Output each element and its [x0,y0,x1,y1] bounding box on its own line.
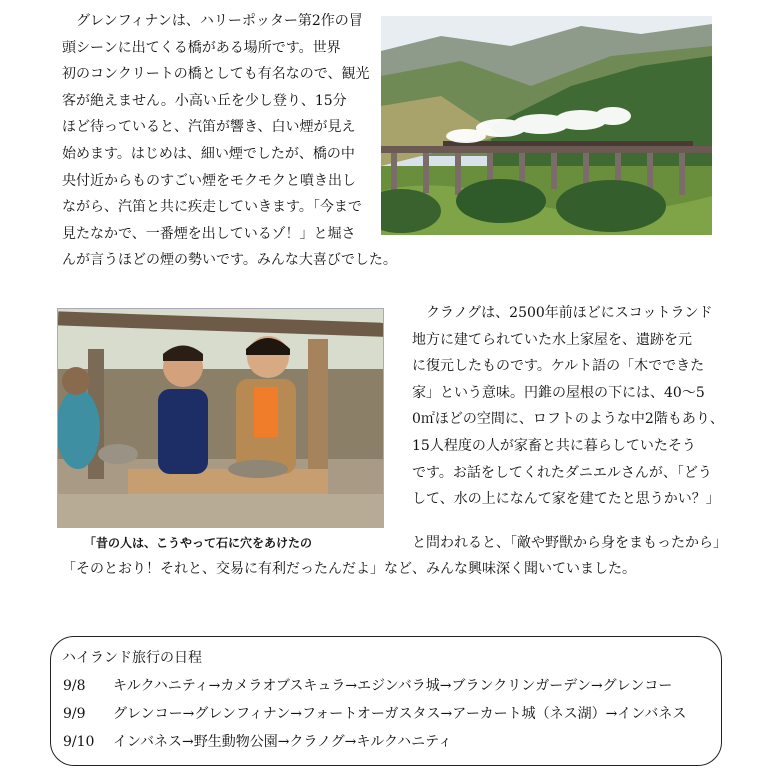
glenfinnan-viaduct-photo [381,16,712,235]
itinerary-title: ハイランド旅行の日程 [62,650,202,666]
itinerary-route: キルクハニティ→カメラオブスキュラ→エジンバラ城→ブランクリンガーデン→グレンコー [113,678,673,694]
crannog-paragraph-continued [412,530,727,557]
itinerary-box [50,636,722,766]
text-line: 家」という意味。円錐の屋根の下には、40～5 [412,384,705,401]
text-line: に復元したものです。ケルト語の「木でできた [412,358,705,375]
text-line: 初のコンクリートの橋としても有名なので、観光 [62,66,370,83]
itinerary-date: 9/8 [63,678,86,694]
photo-caption: 「昔の人は、こうやって石に穴をあけたの [84,536,313,550]
crannog-paragraph [412,300,724,513]
text-line: ながら、汽笛と共に疾走していきます。「今まで [62,199,362,216]
text-line: 見たなかで、一番煙を出しているゾ！」と堀さ [62,225,356,242]
text-line: ほど待っていると、汽笛が響き、白い煙が見え [62,119,356,136]
text-line: 客が絶えません。小高い丘を少し登り、15分 [62,92,347,109]
text-line: して、水の上になんて家を建てたと思うかい？」 [412,491,720,508]
itinerary-row [63,731,452,751]
itinerary-date: 9/10 [63,734,95,750]
text-line: 「そのとおり！それと、交易に有利だったんだよ」など、みんな興味深く聞いていました。 [62,561,636,577]
itinerary-date: 9/9 [63,706,86,722]
crannog-paragraph-end [62,556,636,583]
itinerary-route: グレンコー→グレンフィナン→フォートオーガスタス→アーカート城（ネス湖）→インバネス [113,706,687,722]
text-line: と問われると、「敵や野獣から身をまもったから」 [412,535,727,551]
crannog-craft-photo [57,308,384,528]
text-line: 地方に建てられていた水上家屋を、遺跡を元 [412,331,692,348]
itinerary-row [63,675,672,695]
text-line: 頭シーンに出てくる橋がある場所です。世界 [62,39,341,56]
itinerary-route: インバネス→野生動物公園→クラノグ→キルクハニティ [113,734,452,750]
text-line: 15人程度の人が家畜と共に暮らしていたそう [412,437,696,454]
text-line: 央付近からものすごい煙をモクモクと噴き出し [62,172,356,189]
text-line: グレンフィナンは、ハリーポッター第2作の冒 [62,13,363,29]
text-line: んが言うほどの煙の勢いです。みんな大喜びでした。 [62,252,397,269]
text-line: クラノグは、2500年前ほどにスコットランド [412,305,713,321]
glenfinnan-paragraph [62,8,397,274]
itinerary-row [63,703,686,723]
text-line: です。お話をしてくれたダニエルさんが、「どう [412,464,712,481]
text-line: 始めます。はじめは、細い煙でしたが、橋の中 [62,145,355,162]
text-line: 0㎡ほどの空間に、ロフトのような中2階もあり、 [412,411,724,428]
